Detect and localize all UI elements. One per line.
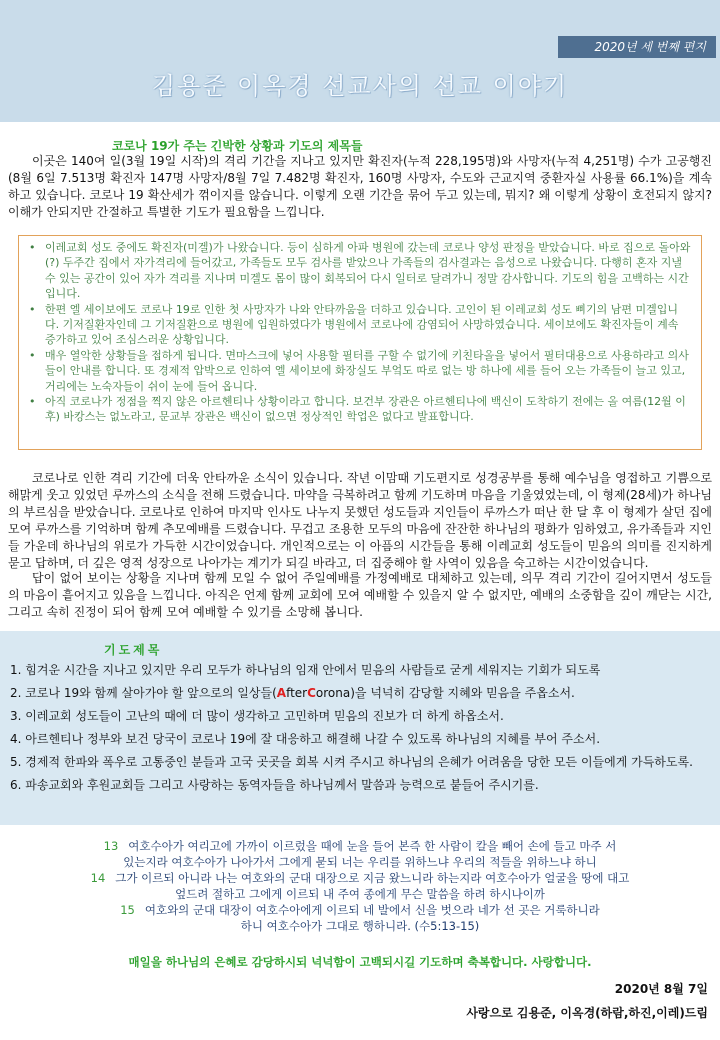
intro-paragraph: 이곳은 140여 일(3월 19일 시작)의 격리 기간을 지나고 있지만 확진자(누적 228,195명)와 사망자(누적 4,251명) 수가 고공행진(8월 6일 7.513명 확진자 147명 사망자/8월 7일 7.482명 확진자, 160명 사망자, 수도와 근교지역 중환자실 사용률 66.1%)을 계속하고 있습니다. 코로나 19 확산세가 꺾이지를 않습니다. 이렇게 오랜 기간을 묶어 두고 있는데, 뭐지? 왜 이렇게 상황이 호전되지 않지? 이해가 안되지만 간절하고 특별한 기도가 필요함을 느낍니다. [8,154,712,219]
signature: 사랑으로 김용준, 이옥경(하람,하진,이레)드림 [466,1006,708,1020]
verse-line: 엎드려 절하고 그에게 이르되 내 주여 종에게 무슨 말씀을 하려 하시나이까 [175,887,545,901]
verse-number: 15 [120,903,135,917]
news-item: • 이레교회 성도 중에도 확진자(미겔)가 나왔습니다. 등이 심하게 아파 병원에 갔는데 코로나 양성 판정을 받았습니다. 바로 집으로 돌아와(?) 두주간 집에서 자가격리에 들어갔고, 가족들도 모두 검사를 받았으나 가족들의 검사결과는 음성으로 나왔습니다. 다행히 혼자 지낼 수 있는 공간이 있어 자가 격리를 지나며 미겔도 몸이 많이 회복되어 다시 일터로 달려가니 정말 감사합니다. 기도의 힘을 고백하는 시간입니다. [29,241,691,301]
verse-line: 있는지라 여호수아가 나아가서 그에게 묻되 너는 우리를 위하느냐 우리의 적들을 위하느냐 하니 [123,855,597,869]
prayer-title: 기도제목 [104,643,163,657]
prayer-section [0,631,720,825]
section-title-corona: 코로나 19가 주는 긴박한 상황과 기도의 제목들 [112,139,363,153]
bullet-icon: • [29,302,36,316]
bullet-icon: • [29,395,36,409]
letter-header [0,0,720,122]
lucas-paragraph: 코로나로 인한 격리 기간에 더욱 안타까운 소식이 있습니다. 작년 이맘때 기도편지로 성경공부를 통해 예수님을 영접하고 기쁨으로 해맑게 웃고 있었던 루까스의 소식을 전해 드렸습니다. 마약을 극복하려고 함께 기도하며 마음을 기울였었는데, 이 형제(28세)가 하나님의 부르심을 받았습니다. 코로나로 인하여 마지막 인사도 나누지 못했던 성도들과 지인들이 루까스가 떠난 한 달 후 이 형제가 살던 집에 모여 루까스를 기억하며 함께 추모예배를 드렸습니다. 무겁고 조용한 모두의 마음에 잔잔한 하나님의 평화가 임하였고, 유가족들과 지인들 가운데 하나님의 위로가 가득한 시간이었습니다. 개인적으로는 이 아픔의 시간들을 통해 이레교회 성도들이 믿음의 의미를 진지하게 묻고 답하며, 더 깊은 영적 성장으로 나아가는 계기가 되길 바라고, 더 집중해야 할 사역이 있음을 숙고하는 시간이었습니다. [8,471,712,570]
prayer-item: 5. 경제적 한파와 폭우로 고통중인 분들과 고국 곳곳을 회복 시켜 주시고 하나님의 은혜가 어려움을 당한 모든 이들에게 가득하도록. [10,755,693,769]
blessing-line: 매일을 하나님의 은혜로 감당하시되 넉넉함이 고백되시길 기도하며 축복합니다. 사랑합니다. [128,955,592,969]
verse-line: 15 여호와의 군대 대장이 여호수아에게 이르되 네 발에서 신을 벗으라 네가 선 곳은 거룩하니라 [120,903,600,917]
prayer-item: 2. 코로나 19와 함께 살아가야 할 앞으로의 일상들(AfterCorona)을 넉넉히 감당할 지혜와 믿음을 주옵소서. [10,686,575,700]
letter-date: 2020년 8월 7일 [614,982,708,996]
news-box [18,235,702,450]
news-item: • 한편 엘 세이보에도 코로나 19로 인한 첫 사망자가 나와 안타까움을 더하고 있습니다. 고인이 된 이레교회 성도 삐기의 남편 미겔입니다. 기저질환자인데 그 기저질환으로 병원에 입원하였다가 병원에서 코로나에 감염되어 사망하였습니다. 세이보에도 확진자들이 계속 증가하고 있어 조심스러운 상황입니다. [29,302,679,347]
worship-paragraph: 답이 없어 보이는 상황을 지나며 함께 모일 수 없어 주일예배를 가정예배로 대체하고 있는데, 의무 격리 기간이 길어지면서 성도들의 마음이 흩어지고 있음을 느낍니다. 아직은 언제 함께 교회에 모여 예배할 수 있을지 알 수 없지만, 예배의 소중함을 깊이 깨닫는 시간, 그리고 속히 진정이 되어 함께 모여 예배할 수 있기를 소망해 봅니다. [8,571,712,619]
news-item: • 아직 코로나가 정점을 찍지 않은 아르헨티나 상황이라고 합니다. 보건부 장관은 아르헨티나에 백신이 도착하기 전에는 올 여름(12월 이후) 바캉스는 없노라고, 문교부 장관은 백신이 없으면 정상적인 학업은 없다고 발표합니다. [29,395,686,424]
verse-number: 14 [90,871,106,885]
bullet-icon: • [29,348,36,362]
verse-line: 하니 여호수아가 그대로 행하니라. (수5:13-15) [240,919,480,933]
scripture-block [0,838,720,934]
prayer-item: 3. 이레교회 성도들이 고난의 때에 더 많이 생각하고 고민하며 믿음의 진보가 더 하게 하옵소서. [10,709,504,723]
news-list [27,240,691,425]
prayer-item: 1. 힘겨운 시간을 지나고 있지만 우리 모두가 하나님의 임재 안에서 믿음의 사람들로 굳게 세워지는 기회가 되도록 [10,663,601,677]
prayer-list [10,659,712,797]
news-item: • 매우 열악한 상황들을 접하게 됩니다. 면마스크에 넣어 사용할 필터를 구할 수 없기에 키친타올을 넣어서 필터대용으로 사용하라고 의사들이 안내를 합니다. 또 경제적 압박으로 인하여 엘 세이보에 화장실도 부엌도 따로 없는 방 하나에 세를 들어 오는 가족들이 늘고 있고, 거리에는 노숙자들이 쉬이 눈에 들어 옵니다. [29,348,689,393]
bullet-icon: • [29,241,36,254]
verse-number: 13 [103,839,119,853]
letter-number-badge: 2020년 세 번째 편지 [558,36,716,58]
verse-line: 14 그가 이르되 아니라 나는 여호와의 군대 대장으로 지금 왔느니라 하는지라 여호수아가 얼굴을 땅에 대고 [90,871,630,885]
prayer-item: 4. 아르헨티나 정부와 보건 당국이 코로나 19에 잘 대응하고 해결해 나갈 수 있도록 하나님의 지혜를 부어 주소서. [10,732,601,746]
letter-title: 김용준 이옥경 선교사의 선교 이야기 [151,72,569,100]
verse-line: 13 여호수아가 여리고에 가까이 이르렀을 때에 눈을 들어 본즉 한 사람이 칼을 빼어 손에 들고 마주 서 [103,839,617,853]
prayer-item: 6. 파송교회와 후원교회들 그리고 사랑하는 동역자들을 하나님께서 말씀과 능력으로 붙들어 주시기를. [10,778,539,792]
